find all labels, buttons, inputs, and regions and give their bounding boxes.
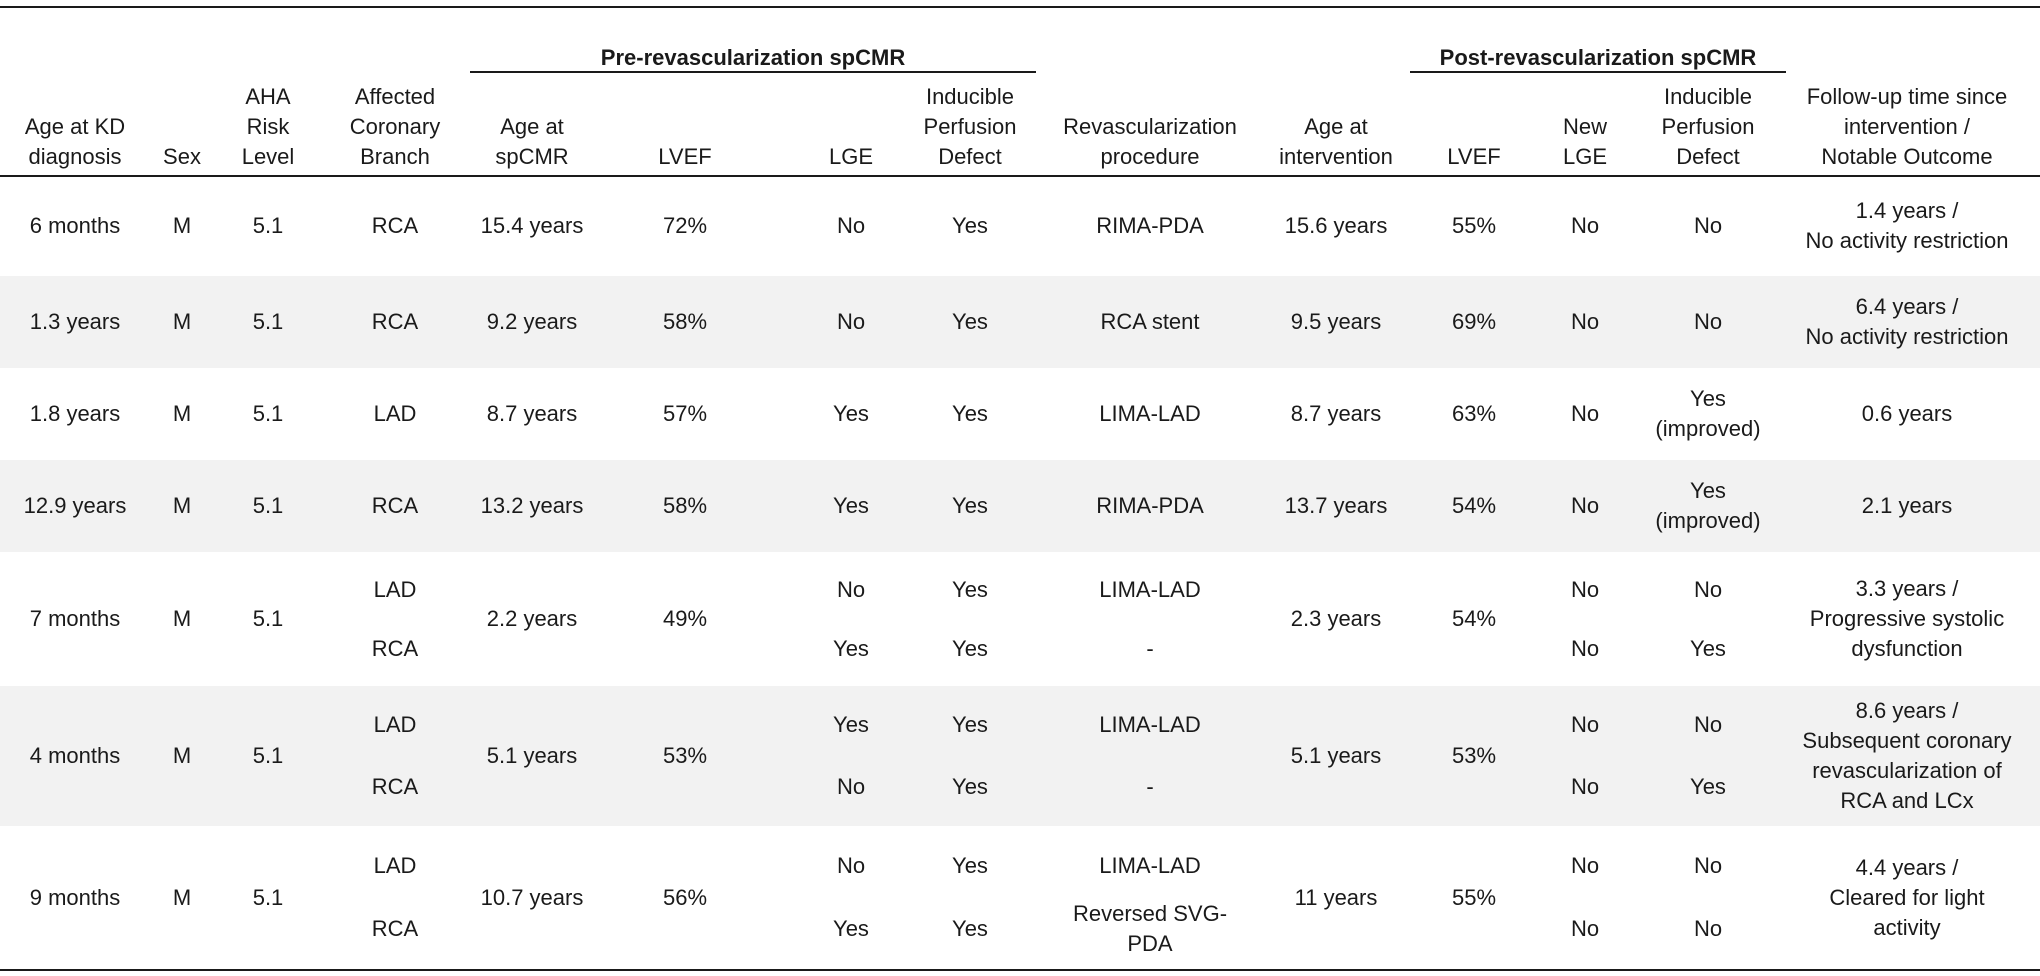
lge-cell: No [836, 774, 866, 799]
new-lge-cell: No [1570, 635, 1600, 661]
ipd-post-cell: Yes [1690, 774, 1726, 799]
age-at-spcmr-cell: 13.2 years [480, 493, 584, 518]
aha-risk-cell: 5.1 [252, 493, 284, 518]
branch-header-label: Affected Coronary Branch [349, 84, 441, 169]
followup-cell: 6.4 years / No activity restriction [1805, 294, 2009, 349]
age-at-spcmr-cell: 8.7 years [486, 401, 578, 426]
new-lge-cell: No [1570, 493, 1600, 518]
ipd-pre-cell: Yes [952, 712, 988, 737]
procedure-cell: - [1146, 635, 1154, 661]
new-lge-cell: No [1570, 916, 1600, 942]
new-lge-cell: No [1570, 576, 1600, 602]
followup-cell: 1.4 years / No activity restriction [1805, 198, 2009, 253]
age-at-intervention-header [1256, 86, 1416, 174]
sex-cell: M [172, 606, 192, 631]
branch-cell: LAD [373, 401, 417, 426]
age-at-spcmr-header [447, 86, 617, 174]
ipd-pre-header-label: Inducible Perfusion Defect [923, 84, 1017, 169]
aha-risk-cell: 5.1 [252, 606, 284, 631]
procedure-header [1040, 86, 1260, 174]
aha-risk-cell: 5.1 [252, 213, 284, 238]
lvef-post-cell: 69% [1451, 309, 1497, 334]
ipd-post-cell: No [1693, 852, 1723, 878]
followup-cell: 3.3 years / Progressive systolic dysfunction [1809, 576, 2005, 661]
table-bottom-rule [0, 969, 2040, 971]
ipd-post-header-label: Inducible Perfusion Defect [1661, 84, 1755, 169]
branch-cell: RCA [371, 916, 419, 942]
age-at-spcmr-cell: 9.2 years [486, 309, 578, 334]
ipd-post-cell: Yes [1690, 635, 1726, 661]
ipd-pre-cell: Yes [952, 774, 988, 799]
age-at-kd-cell: 9 months [29, 884, 121, 910]
lvef-pre-cell: 57% [662, 401, 708, 426]
ipd-pre-cell: Yes [952, 309, 988, 334]
new-lge-cell: No [1570, 774, 1600, 799]
lge-cell: Yes [833, 712, 869, 737]
lvef-post-cell: 55% [1451, 213, 1497, 238]
procedure-cell: Reversed SVG- PDA [1072, 901, 1228, 957]
lvef-pre-header-label: LVEF [658, 144, 712, 169]
lge-cell: No [836, 309, 866, 334]
sex-cell: M [172, 743, 192, 768]
lvef-pre-cell: 53% [662, 743, 708, 768]
ipd-pre-cell: Yes [952, 635, 988, 661]
lge-cell: Yes [833, 493, 869, 518]
ipd-post-cell: Yes (improved) [1655, 478, 1761, 533]
ipd-pre-cell: Yes [952, 916, 988, 942]
procedure-cell: RIMA-PDA [1096, 213, 1204, 238]
age-at-kd-header-label: Age at KD diagnosis [24, 114, 126, 169]
aha-risk-cell: 5.1 [252, 884, 284, 910]
lvef-post-cell: 63% [1451, 401, 1497, 426]
new-lge-header-label: New LGE [1562, 114, 1608, 169]
new-lge-cell: No [1570, 712, 1600, 737]
lvef-post-cell: 53% [1451, 743, 1497, 768]
aha-risk-cell: 5.1 [252, 743, 284, 768]
age-at-spcmr-header-label: Age at spCMR [495, 114, 569, 169]
sex-cell: M [172, 493, 192, 518]
branch-cell: LAD [373, 712, 417, 737]
age-at-kd-cell: 6 months [29, 213, 121, 238]
aha-risk-header [223, 86, 313, 174]
age-at-intervention-cell: 8.7 years [1290, 401, 1382, 426]
age-at-intervention-header-label: Age at intervention [1279, 114, 1393, 169]
lge-header [791, 86, 911, 174]
lge-cell: Yes [833, 401, 869, 426]
age-at-kd-cell: 7 months [29, 606, 121, 631]
aha-risk-cell: 5.1 [252, 401, 284, 426]
lge-cell: Yes [833, 916, 869, 942]
new-lge-cell: No [1570, 401, 1600, 426]
sex-cell: M [172, 309, 192, 334]
age-at-spcmr-cell: 2.2 years [486, 606, 578, 631]
new-lge-cell: No [1570, 213, 1600, 238]
procedure-cell: LIMA-LAD [1099, 852, 1201, 878]
ipd-post-cell: No [1693, 213, 1723, 238]
ipd-post-cell: No [1693, 576, 1723, 602]
age-at-kd-cell: 4 months [29, 743, 121, 768]
new-lge-cell: No [1570, 309, 1600, 334]
procedure-cell: LIMA-LAD [1099, 576, 1201, 602]
pre-group-header: Pre-revascularization spCMR [600, 45, 906, 70]
procedure-cell: LIMA-LAD [1099, 401, 1201, 426]
followup-cell: 4.4 years / Cleared for light activity [1829, 854, 1985, 940]
aha-risk-header-label: AHA Risk Level [241, 84, 295, 169]
lge-cell: Yes [833, 635, 869, 661]
sex-header [152, 86, 212, 174]
age-at-intervention-cell: 5.1 years [1290, 743, 1382, 768]
followup-header-label: Follow-up time since intervention / Notable Outcome [1806, 84, 2008, 169]
age-at-intervention-cell: 11 years [1294, 884, 1378, 910]
followup-cell: 8.6 years / Subsequent coronary revascularization of RCA and LCx [1802, 698, 2012, 813]
lvef-post-cell: 55% [1451, 884, 1497, 910]
ipd-pre-header [905, 86, 1035, 174]
ipd-pre-cell: Yes [952, 213, 988, 238]
branch-cell: RCA [371, 493, 419, 518]
age-at-spcmr-cell: 5.1 years [486, 743, 578, 768]
followup-cell: 2.1 years [1861, 493, 1953, 518]
new-lge-header [1540, 86, 1630, 174]
followup-header [1772, 86, 2040, 174]
age-at-kd-cell: 1.8 years [29, 401, 121, 426]
ipd-post-cell: Yes (improved) [1655, 386, 1761, 441]
age-at-intervention-cell: 15.6 years [1284, 213, 1388, 238]
lge-cell: No [836, 576, 866, 602]
aha-risk-cell: 5.1 [252, 309, 284, 334]
branch-cell: RCA [371, 309, 419, 334]
procedure-cell: RIMA-PDA [1096, 493, 1204, 518]
ipd-post-cell: No [1693, 916, 1723, 942]
age-at-kd-cell: 1.3 years [29, 309, 121, 334]
ipd-pre-cell: Yes [952, 852, 988, 878]
ipd-post-cell: No [1693, 309, 1723, 334]
lge-cell: No [836, 213, 866, 238]
new-lge-cell: No [1570, 852, 1600, 878]
table-top-rule [0, 6, 2040, 8]
lge-cell: No [836, 852, 866, 878]
sex-header-label: Sex [163, 144, 201, 169]
lvef-pre-cell: 56% [662, 884, 708, 910]
post-group-header: Post-revascularization spCMR [1439, 45, 1757, 70]
sex-cell: M [172, 213, 192, 238]
procedure-cell: - [1146, 774, 1154, 799]
lge-header-label: LGE [828, 144, 874, 169]
age-at-intervention-cell: 2.3 years [1290, 606, 1382, 631]
procedure-header-label: Revascularization procedure [1063, 114, 1237, 169]
lvef-pre-cell: 58% [662, 309, 708, 334]
lvef-post-header-label: LVEF [1447, 144, 1501, 169]
lvef-pre-cell: 58% [662, 493, 708, 518]
lvef-pre-cell: 72% [662, 213, 708, 238]
lvef-post-cell: 54% [1451, 493, 1497, 518]
post-group-underline [1410, 71, 1786, 73]
age-at-intervention-cell: 9.5 years [1290, 309, 1382, 334]
procedure-cell: LIMA-LAD [1099, 712, 1201, 737]
ipd-pre-cell: Yes [952, 493, 988, 518]
pre-group-underline [470, 71, 1036, 73]
lvef-pre-header [615, 86, 755, 174]
age-at-kd-cell: 12.9 years [23, 493, 127, 518]
ipd-post-cell: No [1693, 712, 1723, 737]
age-at-spcmr-cell: 10.7 years [480, 884, 584, 910]
age-at-kd-header [0, 86, 150, 174]
branch-cell: RCA [371, 774, 419, 799]
age-at-spcmr-cell: 15.4 years [480, 213, 584, 238]
sex-cell: M [172, 884, 192, 910]
branch-cell: RCA [371, 213, 419, 238]
ipd-pre-cell: Yes [952, 576, 988, 602]
branch-cell: LAD [373, 852, 417, 878]
sex-cell: M [172, 401, 192, 426]
lvef-pre-cell: 49% [662, 606, 708, 631]
age-at-intervention-cell: 13.7 years [1284, 493, 1388, 518]
ipd-pre-cell: Yes [952, 401, 988, 426]
branch-cell: LAD [373, 576, 417, 602]
procedure-cell: RCA stent [1100, 309, 1200, 334]
lvef-post-header [1414, 86, 1534, 174]
lvef-post-cell: 54% [1451, 606, 1497, 631]
ipd-post-header [1633, 86, 1783, 174]
followup-cell: 0.6 years [1861, 401, 1953, 426]
branch-cell: RCA [371, 635, 419, 661]
